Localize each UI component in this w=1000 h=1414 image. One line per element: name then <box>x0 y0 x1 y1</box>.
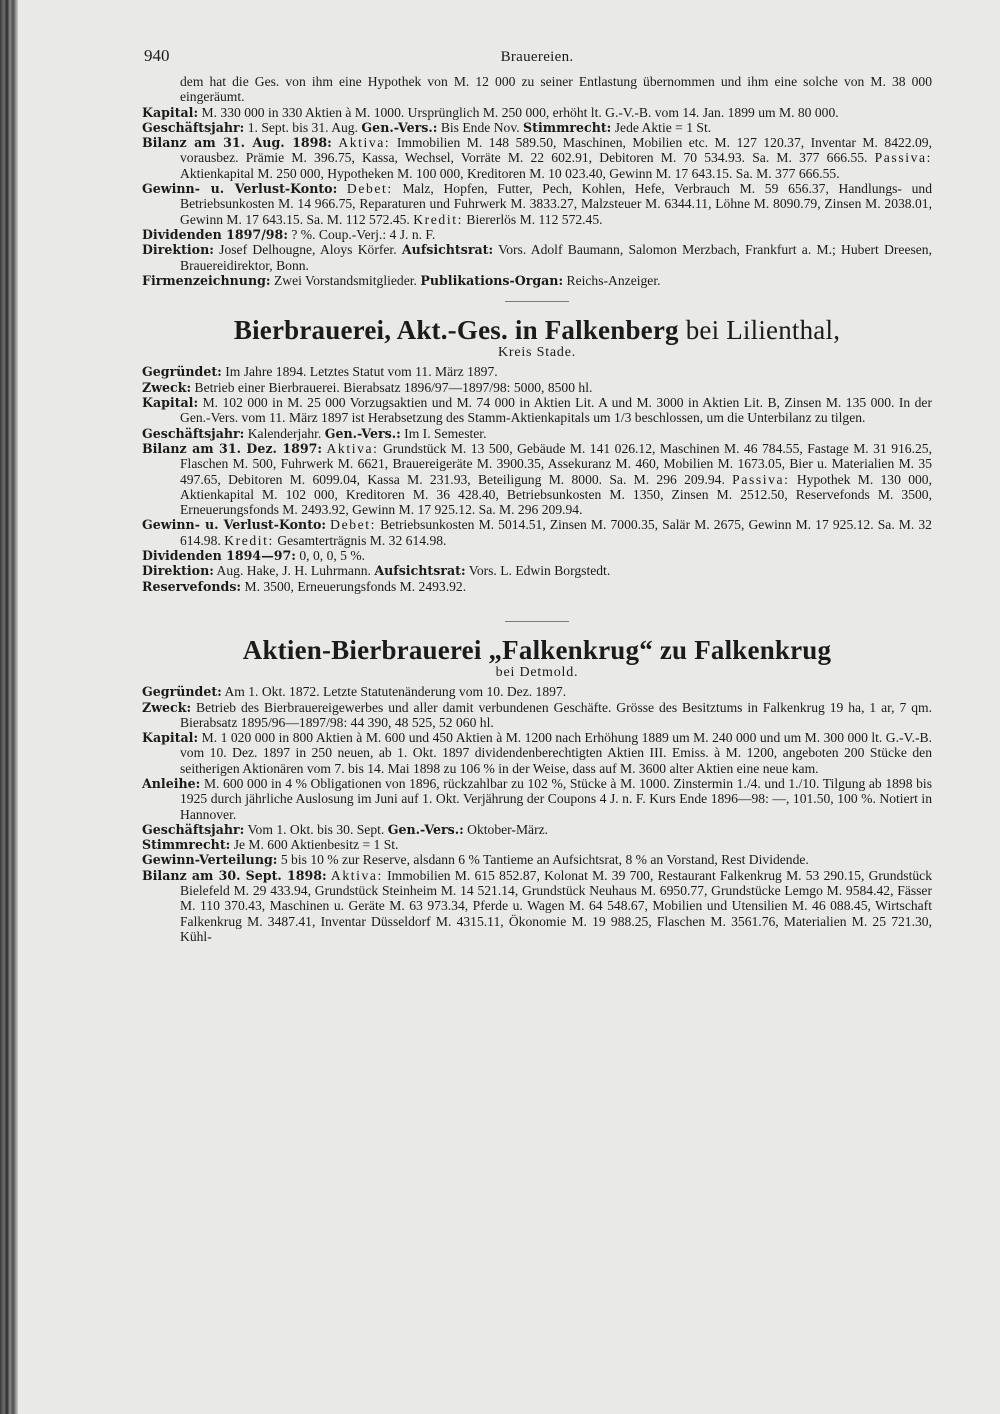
entry-bilanz <box>142 135 932 181</box>
company-subtitle-falkenkrug: bei Detmold. <box>495 664 579 680</box>
kredit-label: Kredit: <box>413 211 463 227</box>
entry-stimmrecht <box>142 837 932 852</box>
label: Bilanz am 30. Sept. 1898: <box>142 867 327 883</box>
value: Je M. 600 Aktienbesitz = 1 St. <box>233 837 399 853</box>
entry-gewinn-verteilung <box>142 852 932 867</box>
section-divider <box>505 621 569 622</box>
value: Jede Aktie = 1 St. <box>614 119 712 135</box>
label: Firmenzeichnung: <box>142 272 271 288</box>
label: Aufsichtsrat: <box>374 563 466 579</box>
label: Gegründet: <box>142 364 222 380</box>
kredit-label: Kredit: <box>224 532 274 548</box>
intro-paragraph: dem hat die Ges. von ihm eine Hypothek von M. 12 000 zu seiner Entlastung übernommen und ihm eine solche von M. 38 000 eingeräumt. <box>180 74 932 105</box>
debet-label: Debet: <box>346 181 393 197</box>
entry-gewinn-verlust <box>142 181 932 227</box>
label: Stimmrecht: <box>523 119 612 135</box>
label: Gewinn- u. Verlust-Konto: <box>142 517 327 533</box>
aktiva-label: Aktiva: <box>338 135 391 151</box>
value: M. 3500, Erneuerungsfonds M. 2493.92. <box>244 578 467 594</box>
value: Betrieb einer Bierbrauerei. Bierabsatz 1896/97—1897/98: 5000, 8500 hl. <box>194 379 593 395</box>
value: Im Jahre 1894. Letztes Statut vom 11. März 1897. <box>225 364 498 380</box>
label: Aufsichtsrat: <box>401 242 494 258</box>
label: Zweck: <box>142 699 192 715</box>
value: Vom 1. Okt. bis 30. Sept. <box>247 821 385 837</box>
value: 0, 0, 0, 5 %. <box>299 548 366 564</box>
label: Kapital: <box>142 104 199 120</box>
entry-gegruendet <box>142 684 932 699</box>
entry-gewinn-verlust <box>142 517 932 548</box>
scan-binding-edge <box>0 0 18 1414</box>
spacer <box>142 594 932 608</box>
value: Grundstück M. 13 500, Gebäude M. 141 026.12, Maschinen M. 46 784.55, Fastage M. 31 916.25, Flaschen M. 500, Fuhrwerk M. 6621, Brauereigeräte M. 3900.35, Assekuranz M. 460, Mobilien M. 1673.05, Bier u. Materialien M. 35 497.65, Debitoren M. 6099.04, Kassa M. 231.93, Beteiligung M. 8000. Sa. M. 296 209.94. <box>180 440 932 487</box>
title-rest: bei Lilienthal, <box>685 315 841 346</box>
value: Reichs-Anzeiger. <box>566 272 661 288</box>
passiva-label: Passiva: <box>874 150 932 166</box>
value: 1. Sept. bis 31. Aug. <box>247 119 359 135</box>
label: Reservefonds: <box>142 578 242 594</box>
value: Aktienkapital M. 250 000, Hypotheken M. 100 000, Kreditoren M. 10 023.40, Gewinn M. 17 643.15. Sa. M. 377 666.55. <box>180 165 840 181</box>
entry-kapital <box>142 730 932 776</box>
value: Immobilien M. 615 852.87, Kolonat M. 39 700, Restaurant Falkenkrug M. 53 290.15, Grundstück Bielefeld M. 29 433.94, Grundstück Steinheim M. 14 521.14, Grundstück Neuhaus M. 6950.77, Grundstücke Lemgo M. 9584.42, Fässer M. 110 370.43, Maschinen u. Geräte M. 63 973.34, Pferde u. Wagen M. 64 548.67, Mobilien und Utensilien M. 46 088.45, Wirtschaft Falkenkrug M. 3487.41, Inventar Düsseldorf M. 4315.11, Ökonomie M. 19 988.25, Flaschen M. 3561.76, Materialien M. 25 721.30, Kühl- <box>180 867 932 944</box>
label: Publikations-Organ: <box>420 272 564 288</box>
entry-reservefonds <box>142 579 932 594</box>
entry-dividenden <box>142 227 932 242</box>
value: Immobilien M. 148 589.50, Maschinen, Mobilien etc. M. 127 120.37, Inventar M. 8422.09, vorausbez. Prämie M. 396.75, Kassa, Wechsel, Vorräte M. 22 602.91, Debitoren M. 70 534.93. Sa. M. 377 666.55. <box>180 135 932 166</box>
label: Gen.-Vers.: <box>324 425 401 441</box>
entry-anleihe <box>142 776 932 822</box>
value: Am 1. Okt. 1872. Letzte Statutenänderung vom 10. Dez. 1897. <box>224 684 567 700</box>
label: Direktion: <box>142 563 214 579</box>
running-title: Brauereien. <box>500 49 574 65</box>
value: Hypothek M. 130 000, Aktienkapital M. 102 000, Kreditoren M. 36 428.40, Betriebsunkosten M. 1350, Zinsen M. 2512.50, Reservefonds M. 3500, Erneuerungsfonds M. 2493.92, Gewinn M. 17 925.12. Sa. M. 296 209.94. <box>180 471 932 518</box>
entry-bilanz <box>142 868 932 944</box>
passiva-label: Passiva: <box>732 471 790 487</box>
label: Gewinn- u. Verlust-Konto: <box>142 181 338 197</box>
aktiva-label: Aktiva: <box>326 440 379 456</box>
section-divider <box>505 301 569 302</box>
value: Malz, Hopfen, Futter, Pech, Kohlen, Hefe, Verbrauch M. 59 656.37, Handlungs- und Betriebsunkosten M. 14 966.75, Reparaturen und Fuhrwerk M. 3833.27, Malzsteuer M. 6344.11, Löhne M. 8090.79, Zinsen M. 2038.01, Gewinn M. 17 643.15. Sa. M. 112 572.45. <box>180 181 933 227</box>
value: M. 1 020 000 in 800 Aktien à M. 600 und 450 Aktien à M. 1200 nach Erhöhung 1889 um M. 240 000 und um M. 300 000 lt. G.-V.-B. vom 10. Dez. 1897 in 250 neuen, ab 1. Okt. 1897 dividendenberechtigten Aktien III. Emiss. à M. 1200, angeboten 200 Stücke den seitherigen Aktionären vom 7. bis 14. Mai 1898 zu 106 % in der Weise, dass auf M. 3600 alter Aktien eine neue kam. <box>180 730 933 776</box>
value: M. 330 000 in 330 Aktien à M. 1000. Ursprünglich M. 250 000, erhöht lt. G.-V.-B. vom 14. Jan. 1899 um M. 80 000. <box>201 104 839 120</box>
label: Gen.-Vers.: <box>361 119 438 135</box>
label: Bilanz am 31. Dez. 1897: <box>142 440 323 456</box>
value: Kalenderjahr. <box>247 425 322 441</box>
label: Geschäftsjahr: <box>142 821 245 837</box>
value: M. 600 000 in 4 % Obligationen von 1896, rückzahlbar zu 102 %, Stücke à M. 1000. Zinstermin 1./4. und 1./10. Tilgung ab 1898 bis 1925 durch jährliche Auslosung im Juni auf 1. Okt. Verjährung der Coupons 4 J. n. F. Kurs Ende 1896—98: —, 101.50, 100 %. Notiert in Hannover. <box>180 775 932 822</box>
title-bold: Bierbrauerei, Akt.-Ges. in Falkenberg <box>233 315 679 346</box>
value: 5 bis 10 % zur Reserve, alsdann 6 % Tantieme an Aufsichtsrat, 8 % an Vorstand, Rest Dividende. <box>280 852 809 868</box>
value: Vors. L. Edwin Borgstedt. <box>468 563 611 579</box>
label: Bilanz am 31. Aug. 1898: <box>142 135 332 151</box>
entry-zweck <box>142 700 932 731</box>
label: Kapital: <box>142 730 199 746</box>
company-title-falkenkrug <box>142 635 932 665</box>
entry-dividenden <box>142 548 932 563</box>
label: Dividenden 1894—97: <box>142 548 296 564</box>
value: Oktober-März. <box>467 821 549 837</box>
company-title-falkenberg <box>142 315 932 345</box>
value: Bis Ende Nov. <box>440 119 520 135</box>
entry-kapital <box>142 395 932 426</box>
label: Geschäftsjahr: <box>142 119 245 135</box>
label: Geschäftsjahr: <box>142 425 245 441</box>
entry-geschaeftsjahr <box>142 120 932 135</box>
page-number: 940 <box>144 46 170 65</box>
value: Betriebsunkosten M. 5014.51, Zinsen M. 7000.35, Salär M. 2675, Gewinn M. 17 925.12. Sa. M. 32 614.98. <box>180 517 932 548</box>
title-bold: Aktien-Bierbrauerei „Falkenkrug“ zu Falkenkrug <box>242 634 832 665</box>
value: Zwei Vorstandsmitglieder. <box>273 272 417 288</box>
entry-direktion <box>142 563 932 578</box>
value: M. 102 000 in M. 25 000 Vorzugsaktien und M. 74 000 in Aktien Lit. A und M. 3000 in Aktien Lit. B, Zinsen M. 135 000. In der Gen.-Vers. vom 11. März 1897 ist Herabsetzung des Stamm-Aktienkapitals um 1/3 beschlossen, um die Unterbilanz zu tilgen. <box>180 395 932 426</box>
value: Biererlös M. 112 572.45. <box>466 211 603 227</box>
entry-geschaeftsjahr <box>142 822 932 837</box>
label: Direktion: <box>142 242 214 258</box>
running-header <box>142 44 932 74</box>
label: Gegründet: <box>142 684 222 700</box>
label: Kapital: <box>142 395 199 411</box>
label: Anleihe: <box>142 775 201 791</box>
label: Gewinn-Verteilung: <box>142 852 278 868</box>
entry-kapital <box>142 105 932 120</box>
value: Im I. Semester. <box>404 425 487 441</box>
entry-geschaeftsjahr <box>142 426 932 441</box>
value: ? %. Coup.-Verj.: 4 J. n. F. <box>291 226 436 242</box>
value: Aug. Hake, J. H. Luhrmann. <box>216 563 371 579</box>
entry-bilanz <box>142 441 932 517</box>
entry-direktion <box>142 242 932 273</box>
entry-gegruendet <box>142 364 932 379</box>
entry-zweck <box>142 380 932 395</box>
value: Gesamterträgnis M. 32 614.98. <box>277 532 447 548</box>
entry-firmenzeichnung <box>142 273 932 288</box>
value: Betrieb des Bierbrauereigewerbes und aller damit verbundenen Geschäfte. Grösse des Besitztums in Falkenkrug 19 ha, 1 ar, 7 qm. Bierabsatz 1895/96—1897/98: 44 390, 48 525, 52 060 hl. <box>180 699 932 730</box>
value: Josef Delhougne, Aloys Körfer. <box>219 242 397 258</box>
value: Vors. Adolf Baumann, Salomon Merzbach, Frankfurt a. M.; Hubert Dreesen, Brauereidirektor, Bonn. <box>180 242 932 273</box>
label: Gen.-Vers.: <box>387 821 464 837</box>
aktiva-label: Aktiva: <box>330 867 383 883</box>
debet-label: Debet: <box>330 517 376 533</box>
label: Dividenden 1897/98: <box>142 226 288 242</box>
label: Zweck: <box>142 379 192 395</box>
company-subtitle-falkenberg: Kreis Stade. <box>497 345 577 361</box>
book-page <box>142 44 932 944</box>
label: Stimmrecht: <box>142 837 231 853</box>
